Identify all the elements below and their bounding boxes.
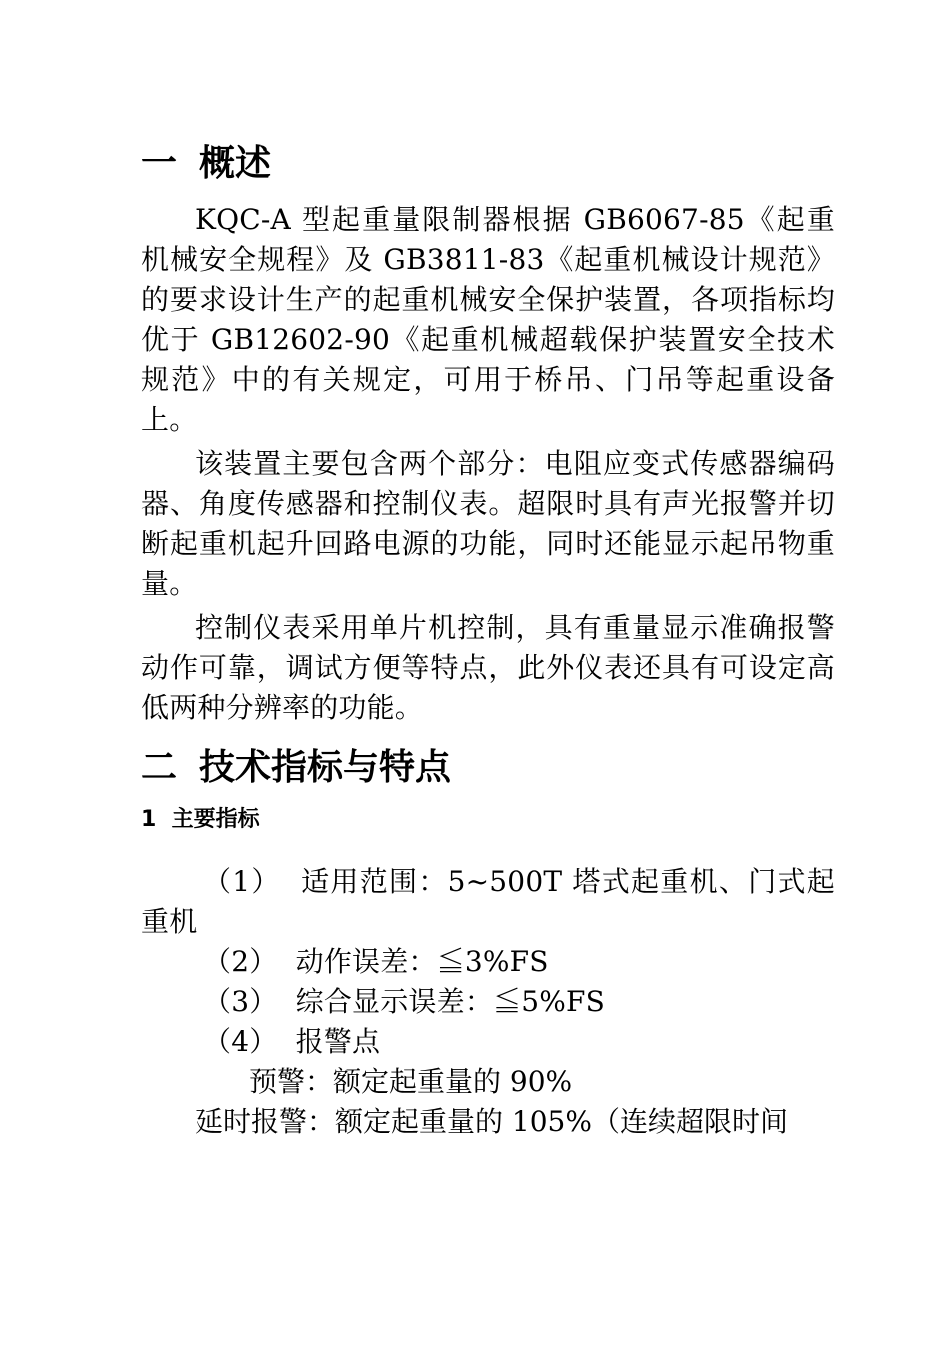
spec-text: 动作误差：≦3%FS — [295, 945, 549, 978]
spec-text: 报警点 — [295, 1025, 381, 1058]
section-number: 一 — [141, 143, 178, 184]
section-heading-specs — [141, 742, 835, 794]
subsection-heading — [141, 802, 835, 838]
alarm-pre: 预警：额定起重量的 90% — [249, 1065, 573, 1098]
subsection-number: 1 — [141, 807, 157, 832]
spec-list — [141, 862, 835, 1142]
document-page — [141, 138, 835, 1142]
spec-text: 适用范围：5~500T 塔式起重机、门式起重机 — [141, 865, 836, 938]
spec-item-4 — [141, 1022, 835, 1062]
spec-item-2 — [141, 942, 835, 982]
spec-item-1 — [141, 862, 835, 942]
section-number: 二 — [141, 747, 178, 788]
paragraph-intro: KQC-A 型起重量限制器根据 GB6067-85《起重机械安全规程》及 GB3811-83《起重机械设计规范》的要求设计生产的起重机械安全保护装置，各项指标均优于 GB12602-90《起重机械超载保护装置安全技术规范》中的有关规定，可用于桥吊、门吊等起重设备上。 — [141, 203, 835, 436]
spec-item-3 — [141, 982, 835, 1022]
spec-index: （1） — [203, 865, 281, 898]
paragraph-instrument: 控制仪表采用单片机控制，具有重量显示准确报警动作可靠，调试方便等特点，此外仪表还具有可设定高低两种分辨率的功能。 — [141, 611, 835, 724]
alarm-delay: 延时报警：额定起重量的 105%（连续超限时间 — [195, 1105, 788, 1138]
spec-index: （2） — [203, 945, 278, 978]
spec-index: （4） — [203, 1025, 278, 1058]
subsection-title: 主要指标 — [171, 807, 260, 832]
spec-index: （3） — [203, 985, 278, 1018]
section-title: 概述 — [199, 143, 272, 184]
spec-text: 综合显示误差：≦5%FS — [295, 985, 606, 1018]
paragraph-components: 该装置主要包含两个部分：电阻应变式传感器编码器、角度传感器和控制仪表。超限时具有声光报警并切断起重机起升回路电源的功能，同时还能显示起吊物重量。 — [141, 447, 835, 600]
section-heading-overview — [141, 138, 835, 190]
section-title: 技术指标与特点 — [199, 747, 452, 788]
